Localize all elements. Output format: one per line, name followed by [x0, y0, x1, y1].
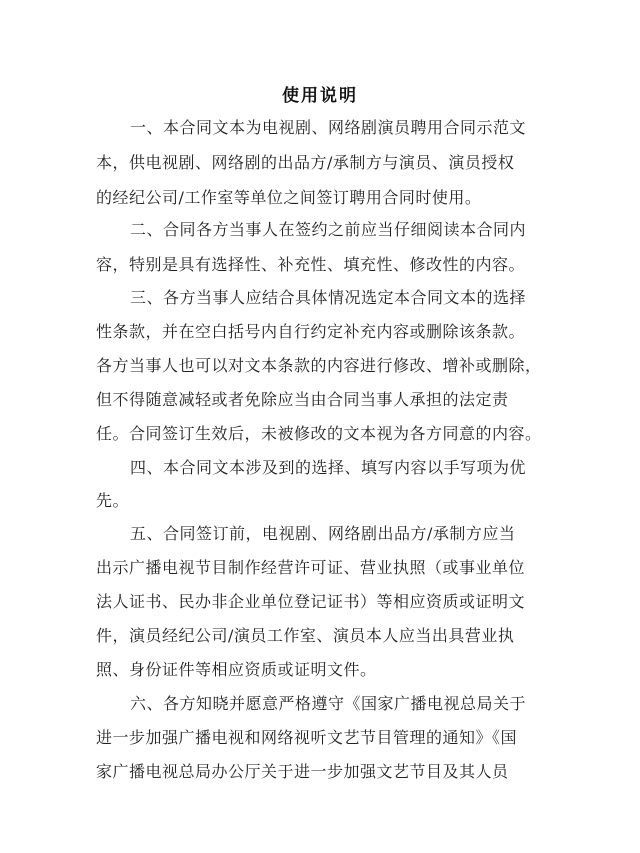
- paragraph-line: 二、合同各方当事人在签约之前应当仔细阅读本合同内: [130, 220, 527, 239]
- paragraph-line: 容，特别是具有选择性、补充性、填充性、修改性的内容。: [96, 255, 526, 274]
- paragraph-line: 四、本合同文本涉及到的选择、填写内容以手写项为优: [130, 458, 527, 477]
- paragraph-line: 法人证书、民办非企业单位登记证书）等相应资质或证明文: [96, 592, 526, 611]
- paragraph-line: 本，供电视剧、网络剧的出品方/承制方与演员、演员授权: [96, 153, 515, 172]
- paragraph-line: 但不得随意减轻或者免除应当由合同当事人承担的法定责: [96, 390, 509, 409]
- paragraph-line: 家广播电视总局办公厅关于进一步加强文艺节目及其人员: [96, 762, 509, 781]
- document-title: 使用说明: [282, 86, 358, 106]
- paragraph-line: 的经纪公司/工作室等单位之间签订聘用合同时使用。: [96, 188, 482, 207]
- paragraph-line: 先。: [96, 491, 130, 510]
- paragraph-line: 一、本合同文本为电视剧、网络剧演员聘用合同示范文: [130, 118, 527, 137]
- paragraph-line: 五、合同签订前，电视剧、网络剧出品方/承制方应当: [130, 524, 516, 543]
- paragraph-line: 三、各方当事人应结合具体情况选定本合同文本的选择: [130, 288, 527, 307]
- paragraph-line: 任。合同签订生效后，未被修改的文本视为各方同意的内容。: [96, 424, 542, 443]
- paragraph-line: 进一步加强广播电视和网络视听文艺节目管理的通知》《国: [96, 728, 518, 747]
- paragraph-line: 照、身份证件等相应资质或证明文件。: [96, 660, 377, 679]
- paragraph-line: 各方当事人也可以对文本条款的内容进行修改、增补或删除，: [96, 356, 542, 375]
- paragraph-line: 出示广播电视节目制作经营许可证、营业执照（或事业单位: [96, 558, 526, 577]
- paragraph-line: 件，演员经纪公司/演员工作室、演员本人应当出具营业执: [96, 626, 515, 645]
- paragraph-line: 性条款，并在空白括号内自行约定补充内容或删除该条款。: [96, 322, 526, 341]
- paragraph-line: 六、各方知晓并愿意严格遵守《国家广播电视总局关于: [130, 694, 527, 713]
